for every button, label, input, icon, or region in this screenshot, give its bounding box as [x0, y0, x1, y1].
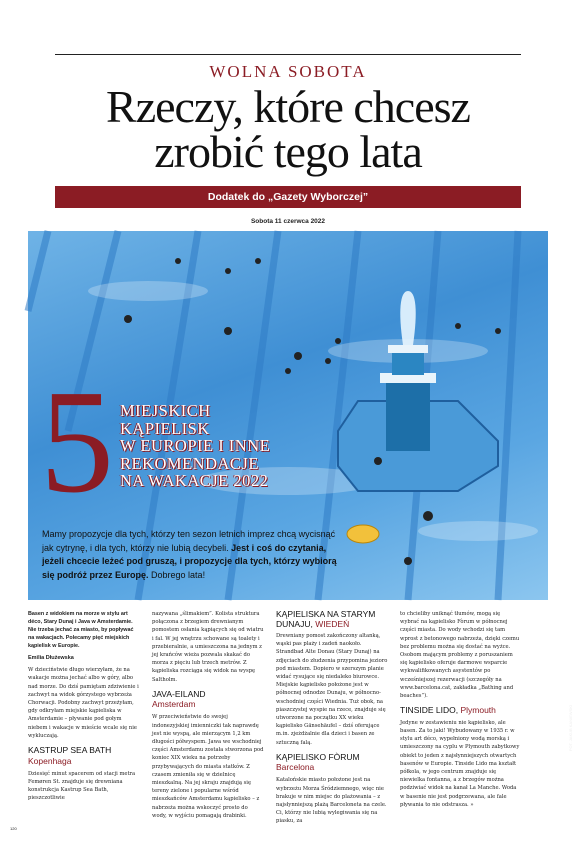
body-paragraph: W przeciwieństwie do swojej indonezyjskiej imienniczki tak naprawdę jest nie wyspą, ale mierzącym 1,2 km długości półwyspem. Jawa we wschodniej części Amsterdamu została stworzona pod koniec XIX wieku na potrzeby przybywających do miasta statków. Z czasem zmieniła się w dzielnicę mieszkalną. Na jej skraju znajdują się tereny zielone i popularne wśród mieszkańców Amsterdamu kąpielisko – z nabrzeża można wskoczyć prosto do wody, w wyjściu pomagają drabinki. — [152, 714, 264, 819]
feature-title-line: REKOMENDACJE — [120, 453, 259, 473]
feature-title-line: MIEJSKICH — [120, 401, 211, 420]
intro-end: Dobrego lata! — [151, 569, 206, 580]
section-title-text: TINSIDE LIDO, — [400, 705, 459, 716]
article-column-2 — [152, 610, 264, 823]
body-paragraph: Jedyne w zestawieniu nie kąpielisko, ale basen. Za to jaki! Wybudowany w 1935 r. w stylu art déco, wypełniony wodą morską i umieszczony na cyplu w Plymouth zabytkowy obiekt to jeden z najsłynniejszych otwartych basenów w Europie. Tinside Lido ma kształt półkola, w jego centrum znajduje się niewielka fontanna, a z brzegów można podziwiać widok na kanał La Manche. Woda w basenie nie jest podgrzewana, ale fale pływania to nie odstrasza. » — [400, 719, 520, 808]
body-paragraph: W dzieciństwie długo wierzyłam, że na wakacje można jechać albo w góry, albo nad morze. Do dziś pamiętam zdziwienie i zachwyt na widok górzystego wybrzeża Chorwacji. Podobny zachwyt przeżyłam, gdy odkryłam miejskie kąpieliska w Amsterdamie – pływanie pod gołym niebem i wakacje w mieście wcale się nie wykluczają. — [28, 667, 139, 739]
section-city: Amsterdam — [152, 699, 196, 710]
feature-title-line: W EUROPIE I INNE — [120, 436, 271, 455]
body-paragraph: Dziesięć minut spacerem od stacji metra Femøren St. znajduje się drewniana konstrukcja Kastrup Sea Bath, pieszczotliwie — [28, 770, 136, 802]
headline-line-1: Rzeczy, które chcesz — [106, 81, 470, 132]
article-lead: Basen z widokiem na morze w stylu art déco, Stary Dunaj i Java w Amsterdamie. Nie trzeba jechać za miasto, by popływać na wakacjach. Polecamy pięć miejskich kąpielisk w Europie. — [28, 611, 134, 649]
section-city: WIEDEŃ — [315, 618, 350, 629]
page-title — [0, 81, 576, 177]
photo-credit: FOT. JAKUB KANIEWSKI — [568, 704, 573, 751]
section-title — [276, 610, 388, 629]
page-number: 120 — [10, 826, 17, 831]
feature-intro — [42, 528, 342, 582]
body-paragraph: nazywana „ślimakiem”. Kolista struktura połączona z brzegiem drewnianym pomostem osłania kąpiących się od wiatru i fal. W jej wnętrzu schowane są toalety i przebieralnie, a umieszczona na jednym z jej krańców wieża pozwala skakać do morza z pięciu lub trzech metrów. Z kąpieliska rozciąga się widok na wyspę Saltholm. — [152, 611, 264, 683]
section-title-text: KĄPIELISKA NA STARYM DUNAJU, — [276, 609, 376, 629]
article-column-4 — [400, 610, 520, 812]
section-city: Plymouth — [460, 705, 496, 716]
article-column-3 — [276, 610, 388, 829]
intro-bold: Jest i coś do czytania, jeżeli chcecie leżeć pod gruszą, i propozycje dla tych, którzy wybiorą się podróż przez Europę. — [42, 542, 337, 580]
feature-title-line: NA WAKACJE 2022 — [120, 471, 269, 490]
headline-line-2: zrobić tego lata — [154, 126, 422, 177]
body-paragraph: Katalońskie miasto położone jest na wybrzeżu Morza Śródziemnego, więc nie brakuje w nim miejsc do plażowania – z najsłynniejszą plażą Barceloneta na czele. Ci, którzy nie lubią wylegiwania się na piasku, za — [276, 777, 387, 825]
section-title: JAVA-EILAND — [152, 688, 206, 699]
section-title: KASTRUP SEA BATH — [28, 745, 112, 756]
article-column-1 — [28, 610, 140, 805]
supplement-bar: Dodatek do „Gazety Wyborczej” — [55, 186, 521, 208]
body-paragraph: Drewniany pomost zakończony altanką, wąski pas plaży i zadeń naokoło. Strandbad Alte Donau (Stary Dunaj) na zdjęciach do złudzenia przypomina jezioro pod miastem. Dopiero w szerszym planie widać rysujące się niedaleko biurowce. Miejskie kąpielisko położone jest w północnej odnodze Dunaju, w północno-wschodniej części Wiednia. Tuż obok, na piaszczystej wyspie na rzece, znajduje się utworzone na początku XX wieku kąpielisko Gänsehäufel – dziś oferujące m.in. zjeżdżalnie dla dzieci i basen ze sztuczną falą. — [276, 633, 388, 746]
top-rule — [55, 54, 521, 55]
intro-light: Mamy propozycje dla tych, którzy ten sezon letnich imprez chcą wycisnąć jak cytrynę, i dla tych, którzy nie lubią decybeli. — [42, 529, 336, 553]
section-title — [400, 706, 520, 716]
feature-title-line: KĄPIELISK — [120, 418, 210, 438]
feature-number: 5 — [40, 360, 114, 524]
section-city: Kopenhaga — [28, 755, 72, 766]
kicker: WOLNA SOBOTA — [209, 62, 367, 81]
feature-title — [120, 402, 270, 490]
section-title: KĄPIELISKO FÒRUM — [276, 751, 360, 762]
section-city: Barcelona — [276, 762, 315, 773]
author: Emilia Dłużewska — [28, 655, 74, 661]
body-paragraph: to chcieliby uniknąć tłumów, mogą się wybrać na kąpielisko Fòrum w północnej części miasta. Do wody wchodzi się tam wprost z betonowego nabrzeża, dzięki czemu bez problemu można się dostać na wyżce. Osobom mającym problemy z poruszaniem się kąpielisko oferuje darmowe wsparcie wykwalifikowanych asystentów po wcześniejszej rezerwacji (szczegóły na www.barcelona.cat, zakładka „Bathing and beaches”). — [400, 611, 520, 700]
dateline: Sobota 11 czerwca 2022 — [250, 218, 326, 225]
